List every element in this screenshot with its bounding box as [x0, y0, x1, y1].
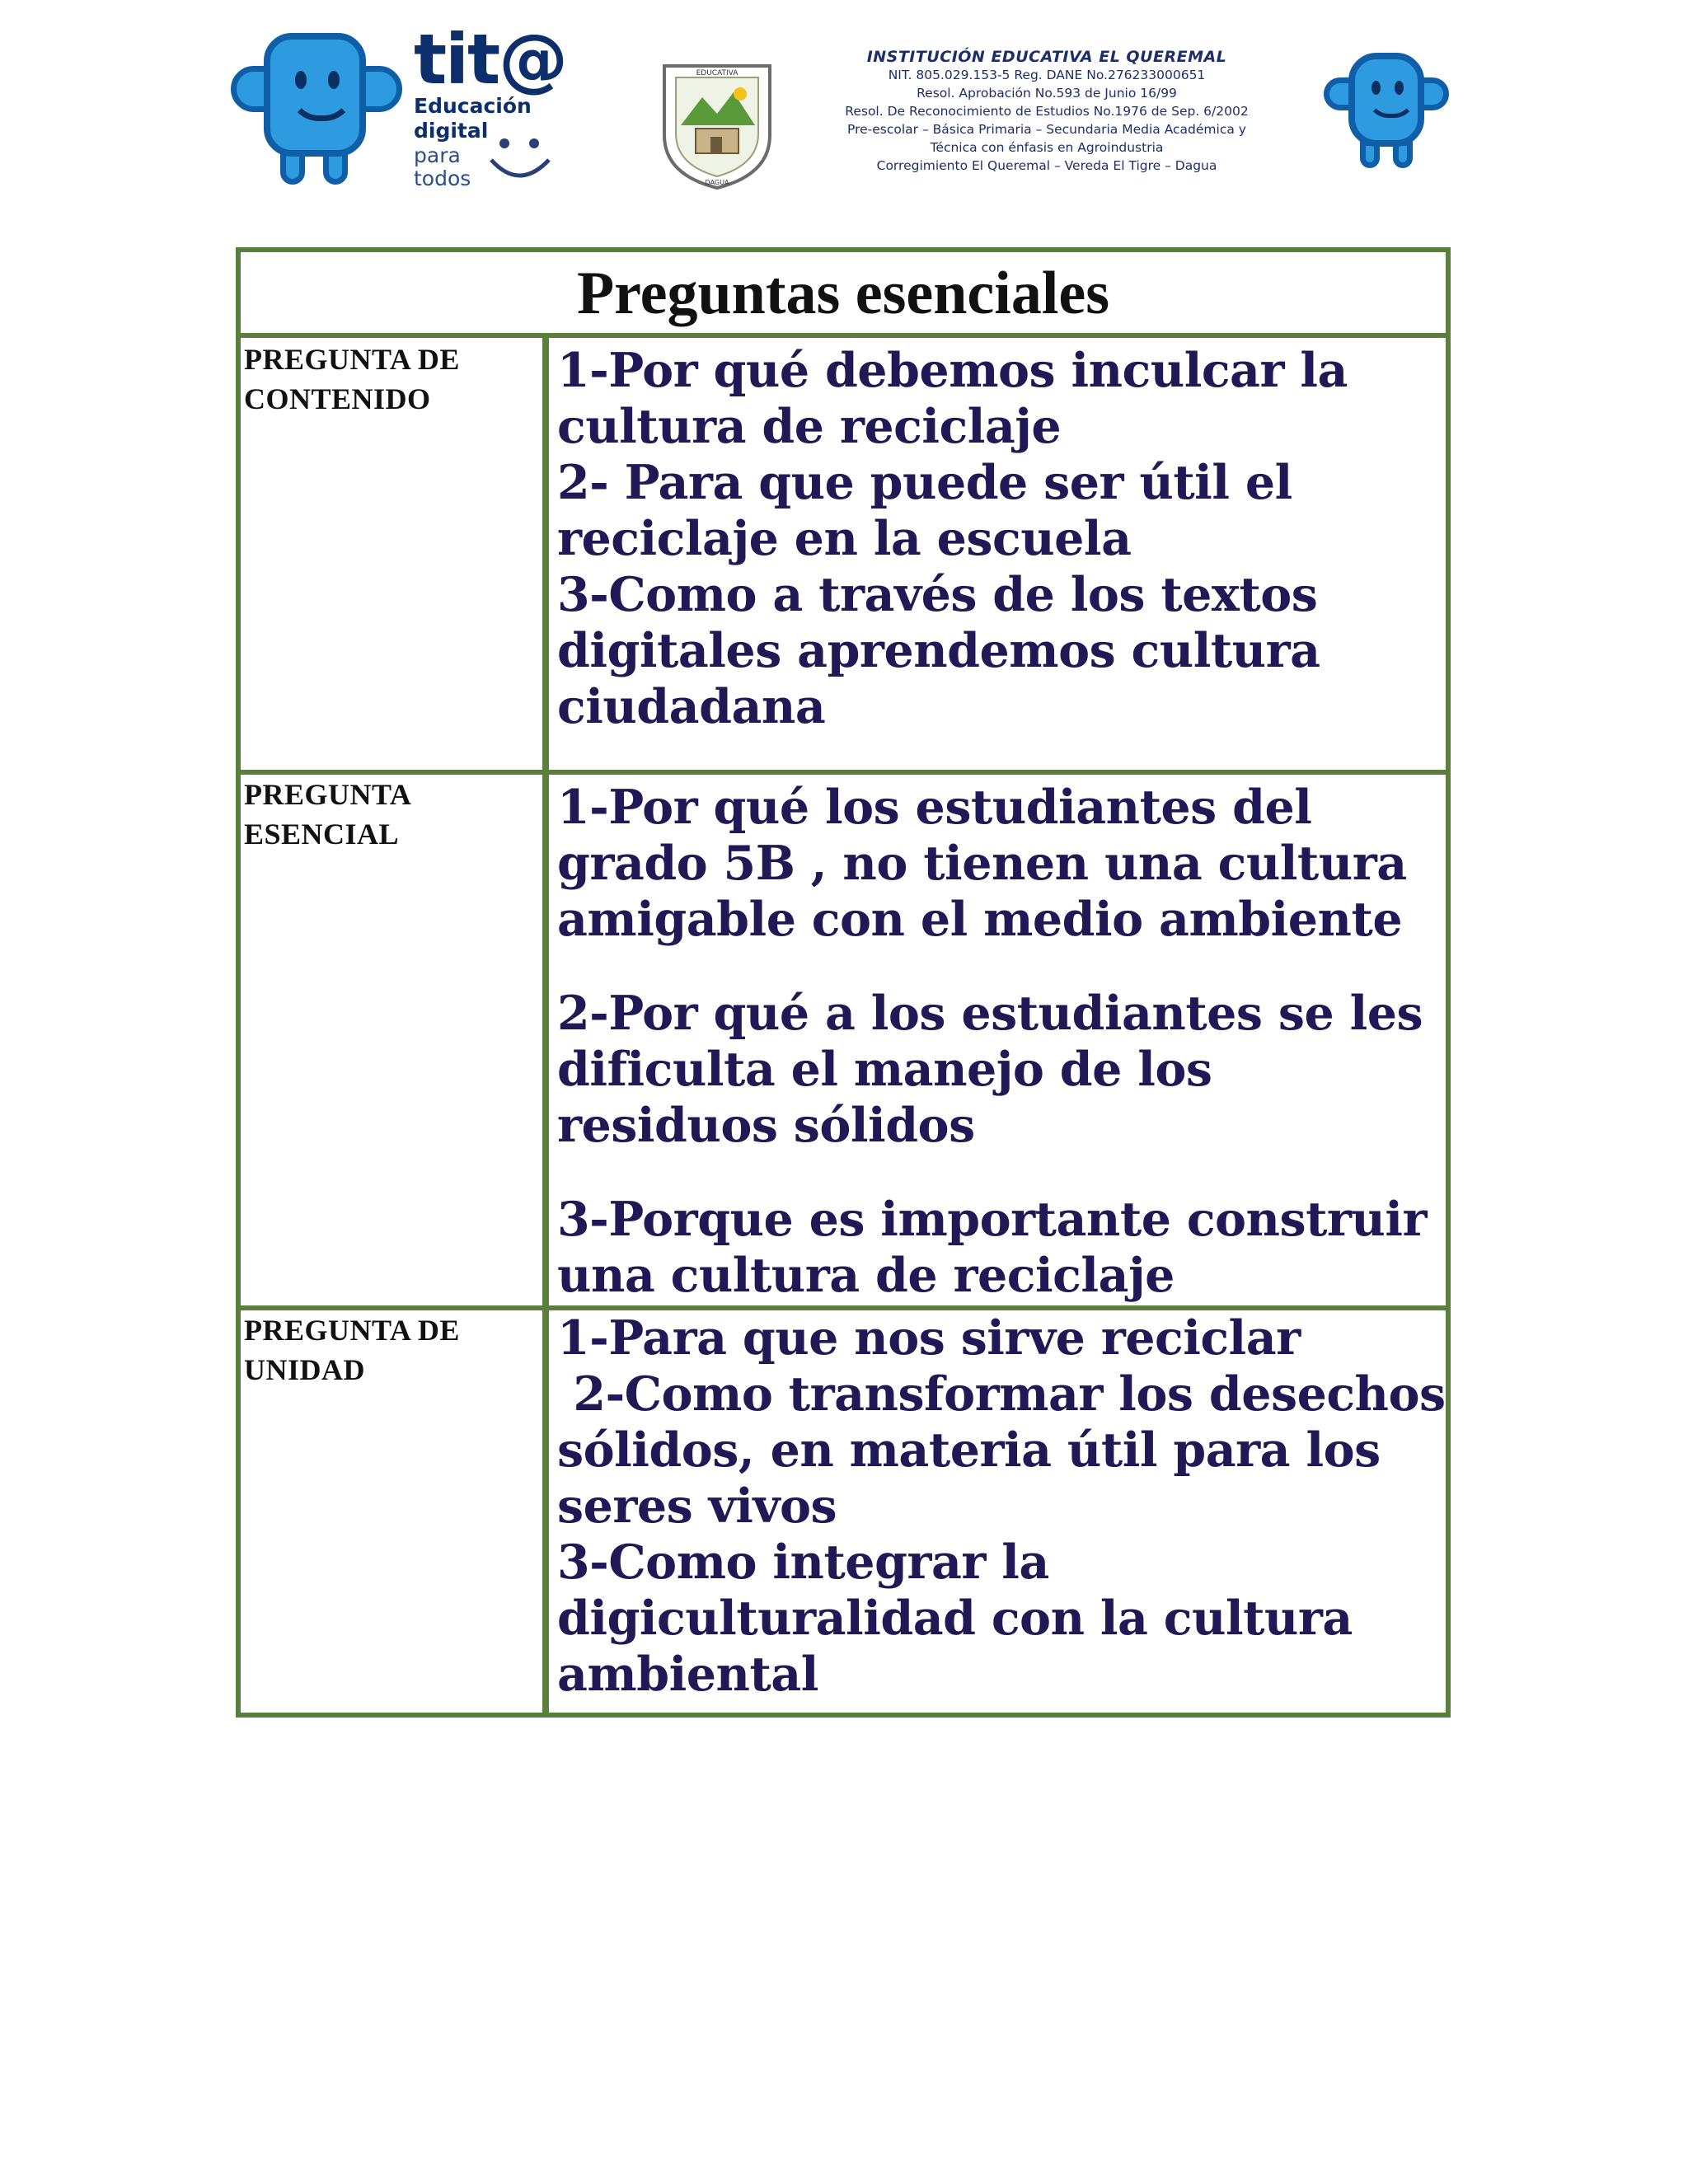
tita-line-1: Educación: [414, 94, 532, 118]
shield-bottom-text: DAGUA: [705, 179, 729, 186]
tita-line-4: todos: [414, 166, 471, 190]
row-content-unidad: [557, 1310, 1461, 1703]
shield-top-text: EDUCATIVA: [696, 69, 738, 77]
table-title-row: [241, 252, 1446, 338]
row-label-contenido: PREGUNTA DE CONTENIDO: [244, 343, 460, 415]
row-label-esencial: PREGUNTA ESENCIAL: [244, 778, 410, 851]
table-row-unidad: [241, 1310, 1461, 1713]
question-item: 2- Para que puede ser útil el reciclaje en la escuela: [557, 455, 1292, 566]
question-item: 1-Para que nos sirve reciclar: [557, 1310, 1301, 1366]
question-item: 2-Por qué a los estudiantes se les dificulta el manejo de los residuos sólidos: [557, 986, 1423, 1153]
institution-line: Corregimiento El Queremal – Vereda El Tigre – Dagua: [876, 158, 1217, 173]
question-item: 3-Porque es importante construir una cultura de reciclaje: [557, 1192, 1428, 1303]
institution-line: Resol. De Reconocimiento de Estudios No.1976 de Sep. 6/2002: [845, 104, 1249, 119]
institution-line: Resol. Aprobación No.593 de Junio 16/99: [917, 86, 1177, 101]
tita-mascot-icon: [231, 33, 396, 181]
table-row-contenido: [241, 338, 1446, 775]
tita-line-3: para: [414, 143, 461, 167]
question-item: 2-Como transformar los desechos sólidos, en materia útil para los seres vivos: [557, 1366, 1461, 1534]
school-shield-icon: [659, 59, 775, 191]
institution-line: Pre-escolar – Básica Primaria – Secundaria Media Académica y: [847, 122, 1246, 137]
row-label-unidad: PREGUNTA DE UNIDAD: [244, 1314, 460, 1386]
row-content-esencial: [557, 780, 1447, 1304]
institution-line: NIT. 805.029.153-5 Reg. DANE No.276233000651: [888, 68, 1206, 82]
institution-info: [799, 48, 1294, 175]
table-row-esencial: [241, 775, 1446, 1310]
question-item: 1-Por qué los estudiantes del grado 5B , no tienen una cultura amigable con el medio ambiente: [557, 780, 1407, 947]
row-content-contenido: [557, 343, 1447, 735]
smiley-icon: [486, 132, 552, 190]
letterhead: [0, 0, 1688, 214]
tita-wordmark: tit@: [414, 19, 567, 100]
question-item: 1-Por qué debemos inculcar la cultura de reciclaje: [557, 343, 1348, 454]
question-item: 3-Como a través de los textos digitales aprendemos cultura ciudadana: [557, 567, 1320, 734]
institution-line: Técnica con énfasis en Agroindustria: [930, 140, 1164, 155]
table-title: Preguntas esenciales: [576, 260, 1110, 327]
tita-line-2: digital: [414, 119, 489, 143]
institution-name: INSTITUCIÓN EDUCATIVA EL QUEREMAL: [866, 48, 1227, 66]
question-item: 3-Como integrar la digiculturalidad con la cultura ambiental: [557, 1535, 1353, 1702]
tita-mascot-right-icon: [1324, 53, 1447, 168]
essential-questions-table: [236, 247, 1461, 1718]
